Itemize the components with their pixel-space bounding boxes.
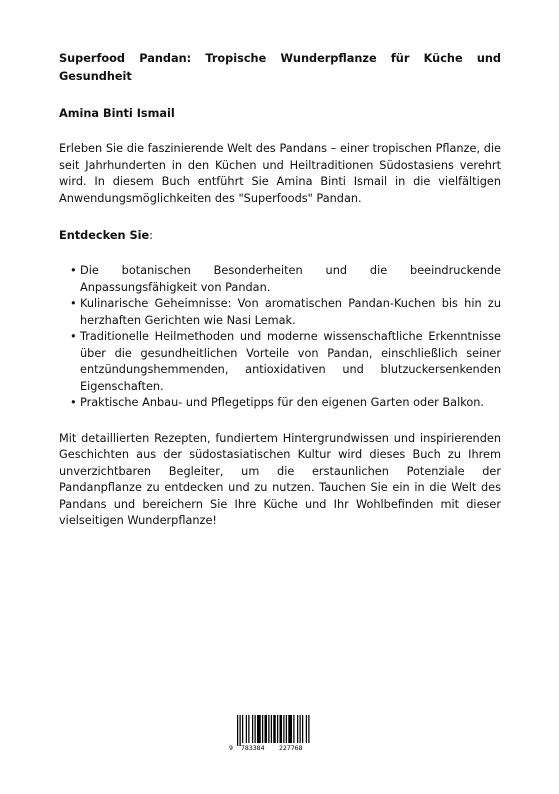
list-item [70, 329, 501, 395]
barcode-digits [229, 743, 315, 753]
barcode-right-group: 227768 [279, 744, 303, 752]
discover-heading [59, 227, 501, 245]
bullet-glyph: • [70, 330, 77, 343]
barcode-bar [277, 715, 278, 743]
book-title: Superfood Pandan: Tropische Wunderpflanze für Küche und Gesundheit [59, 52, 501, 83]
barcode-bar [297, 715, 298, 743]
discover-colon: : [149, 229, 153, 242]
isbn-barcode [229, 715, 315, 755]
list-item [70, 395, 501, 412]
intro-paragraph: Erleben Sie die faszinierende Welt des Pandans – einer tropischen Pflanze, die seit Jahrhunderten in den Küchen und Heiltraditionen Südostasiens verehrt wird. In diesem Buch entführt Sie Amina Binti Ismail in die vielfältigen Anwendungsmöglichkeiten des "Superfoods" Pandan. [59, 142, 501, 205]
barcode-bar [306, 715, 307, 743]
barcode-bar [300, 715, 301, 743]
barcode-bar [268, 715, 269, 743]
back-cover-text [59, 50, 501, 530]
list-item [70, 296, 501, 329]
feature-text: Die botanischen Besonderheiten und die beeindruckende Anpassungsfähigkeit von Pandan. [80, 264, 501, 294]
barcode-bar [265, 715, 268, 743]
barcode-bar [273, 715, 276, 743]
barcode-bar [288, 715, 292, 743]
feature-text: Praktische Anbau- und Pflegetipps für den eigenen Garten oder Balkon. [80, 396, 485, 409]
barcode-bar [280, 715, 283, 743]
book-author: Amina Binti Ismail [59, 107, 175, 120]
barcode-bar [293, 715, 294, 743]
barcode-first-digit: 9 [229, 744, 233, 752]
feature-text: Traditionelle Heilmethoden und moderne wissenschaftliche Erkenntnisse über die gesundheitlichen Vorteile von Pandan, einschließlich seiner entzündungshemmenden, antioxidativen und blutzuckersenkenden Eigenschaften. [80, 330, 501, 393]
bullet-glyph: • [70, 264, 77, 277]
barcode-left-group: 783384 [241, 744, 265, 752]
closing-paragraph: Mit detaillierten Rezepten, fundiertem Hintergrundwissen und inspirierenden Geschichten aus der südostasiatischen Kultur wird dieses Buch zu Ihrem unverzichtbaren Begleiter, um die erstaunlichen Potenziale der Pandanpflanze zu entdecken und zu nutzen. Tauchen Sie ein in die Welt des Pandans und bereichern Sie Ihre Küche und Ihr Wohlbefinden mit dieser vielseitigen Wunderpflanze! [59, 431, 501, 527]
discover-label: Entdecken Sie [59, 229, 150, 242]
bullet-glyph: • [70, 297, 77, 310]
barcode-bar [302, 715, 303, 743]
barcode-bar [308, 715, 309, 743]
barcode-bar [246, 715, 247, 743]
barcode-bar [257, 715, 261, 743]
barcode-bar [237, 715, 238, 746]
feature-text: Kulinarische Geheimnisse: Von aromatischen Pandan-Kuchen bis hin zu herzhaften Gerichten wie Nasi Lemak. [80, 297, 501, 327]
bullet-glyph: • [70, 396, 77, 409]
barcode-bar [283, 715, 284, 743]
barcode-bar [252, 715, 253, 743]
list-item [70, 263, 501, 296]
barcode-bar [248, 715, 249, 743]
barcode-bar [255, 715, 256, 743]
barcode-bar [271, 715, 272, 743]
barcode-bar [240, 715, 241, 746]
feature-list [59, 263, 501, 412]
barcode-bar [262, 715, 263, 743]
barcode-bar [242, 715, 243, 743]
barcode-bar [286, 715, 287, 743]
